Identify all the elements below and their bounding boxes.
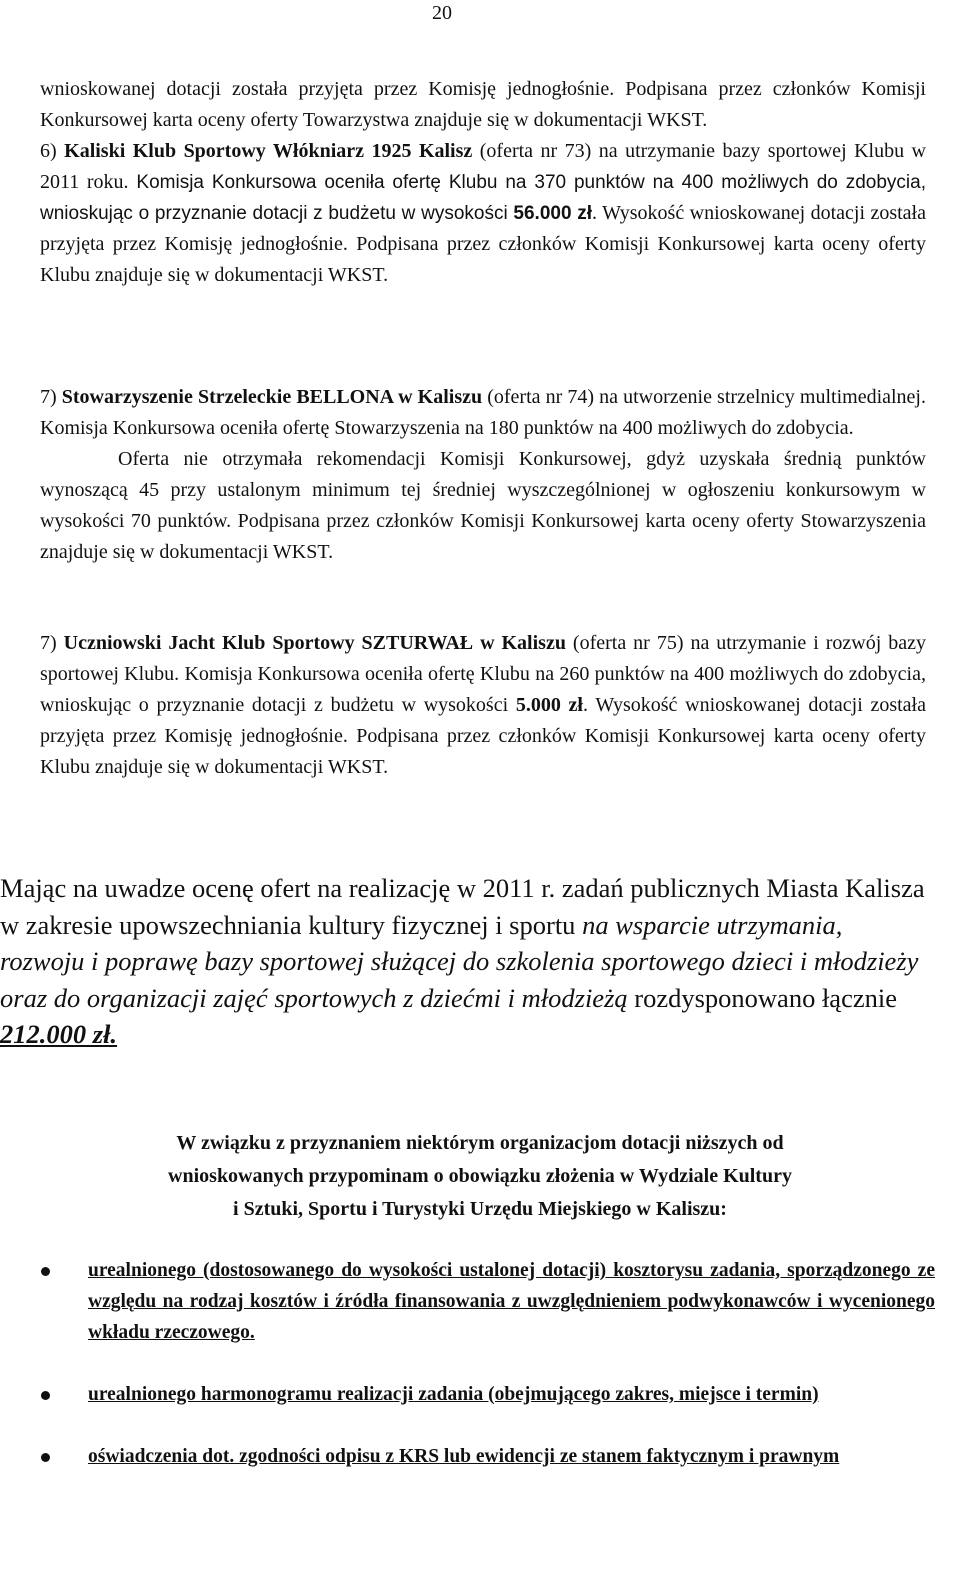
item-7b-number: 7) bbox=[40, 632, 64, 654]
item-6-description: (oferta nr 73) na utrzymanie bazy sportowej Klubu w 2011 roku. bbox=[40, 140, 926, 193]
item-6-amount: 56.000 zł bbox=[513, 203, 593, 224]
summary-italic: na wsparcie utrzymania, rozwoju i poprawę bazy sportowej służącej do szkolenia sportowego dzieci i młodzieży oraz do organizacji zajęć sportowych z dziećmi i młodzieżą bbox=[0, 909, 919, 1013]
item-6-evaluation: Komisja Konkursowa oceniła ofertę Klubu na 370 punktów na 400 możliwych do zdobycia, wnioskując o przyznanie dotacji z budżetu w wysokości bbox=[40, 172, 927, 224]
item-7-organization: Stowarzyszenie Strzeleckie BELLONA w Kaliszu bbox=[61, 386, 483, 408]
item-6-tail: . Wysokość wnioskowanej dotacji została przyjęta przez Komisję jednogłośnie. Podpisana przez członków Komisji Konkursowej karta oceny oferty Klubu znajduje się w dokumentacji WKST. bbox=[40, 202, 926, 286]
bullet-icon bbox=[41, 1267, 50, 1276]
summary-paragraph bbox=[0, 870, 930, 1053]
paragraph-item-7b bbox=[40, 628, 926, 783]
item-7-description: (oferta nr 74) na utworzenie strzelnicy multimedialnej. Komisja Konkursowa oceniła ofertę Stowarzyszenia na 180 punktów na 400 możliwych do zdobycia. bbox=[40, 386, 926, 439]
item-6-organization: Kaliski Klub Sportowy Włókniarz 1925 Kalisz bbox=[64, 140, 473, 162]
requirement-text: oświadczenia dot. zgodności odpisu z KRS lub ewidencji ze stanem faktycznym i prawnym bbox=[88, 1446, 840, 1467]
text-intro: wnioskowanej dotacji została przyjęta przez Komisję jednogłośnie. Podpisana przez członków Komisji Konkursowej karta oceny oferty Towarzystwa znajduje się w dokumentacji WKST. bbox=[40, 78, 926, 131]
item-7-rejection: Oferta nie otrzymała rekomendacji Komisji Konkursowej, gdyż uzyskała średnią punktów wynoszącą 45 przy ustalonym minimum tej średniej wyszczególnionej w ogłoszeniu konkursowym w wysokości 70 punktów. Podpisana przez członków Komisji Konkursowej karta oceny oferty Stowarzyszenia znajduje się w dokumentacji WKST. bbox=[40, 448, 926, 563]
summary-total: 212.000 zł. bbox=[0, 1019, 118, 1049]
bullet-icon bbox=[41, 1391, 50, 1400]
requirement-text: urealnionego (dostosowanego do wysokości ustalonej dotacji) kosztorysu zadania, sporządzonego ze względu na rodzaj kosztów i źródła finansowania z uwzględnieniem podwykonawców i wycenionego wkładu rzeczowego. bbox=[88, 1260, 935, 1343]
page-number: 20 bbox=[432, 2, 452, 24]
notice-line-2: wnioskowanych przypominam o obowiązku złożenia w Wydziale Kultury bbox=[168, 1165, 792, 1187]
list-item bbox=[0, 1379, 935, 1410]
notice-line-3: i Sztuki, Sportu i Turystyki Urzędu Miejskiego w Kaliszu: bbox=[233, 1198, 727, 1220]
list-item bbox=[0, 1441, 935, 1472]
paragraph-item-7 bbox=[40, 382, 926, 568]
item-7b-amount: 5.000 zł bbox=[515, 694, 583, 716]
paragraph-item-6 bbox=[40, 74, 926, 291]
bullet-icon bbox=[41, 1453, 50, 1462]
notice-line-1: W związku z przyznaniem niektórym organizacjom dotacji niższych od bbox=[176, 1132, 784, 1154]
list-item bbox=[0, 1255, 935, 1348]
item-6-number: 6) bbox=[40, 140, 65, 162]
notice-heading bbox=[0, 1127, 960, 1226]
item-7b-organization: Uczniowski Jacht Klub Sportowy SZTURWAŁ w Kaliszu bbox=[63, 632, 566, 654]
item-7b-description: (oferta nr 75) na utrzymanie i rozwój bazy sportowej Klubu. Komisja Konkursowa oceniła ofertę Klubu na 260 punktów na 400 możliwych do zdobycia, wnioskując o przyznanie dotacji z budżetu w wysokości bbox=[40, 632, 927, 716]
item-7-number: 7) bbox=[40, 386, 62, 408]
requirements-list bbox=[0, 1255, 935, 1503]
item-7b-tail: . Wysokość wnioskowanej dotacji została przyjęta przez Komisję jednogłośnie. Podpisana przez członków Komisji Konkursowej karta oceny oferty Klubu znajduje się w dokumentacji WKST. bbox=[40, 694, 926, 778]
summary-mid: rozdysponowano łącznie bbox=[627, 982, 897, 1013]
requirement-text: urealnionego harmonogramu realizacji zadania (obejmującego zakres, miejsce i termin) bbox=[88, 1384, 819, 1405]
summary-lead: Mając na uwadze ocenę ofert na realizację w 2011 r. zadań publicznych Miasta Kalisza w zakresie upowszechniania kultury fizycznej i sportu bbox=[0, 873, 925, 940]
